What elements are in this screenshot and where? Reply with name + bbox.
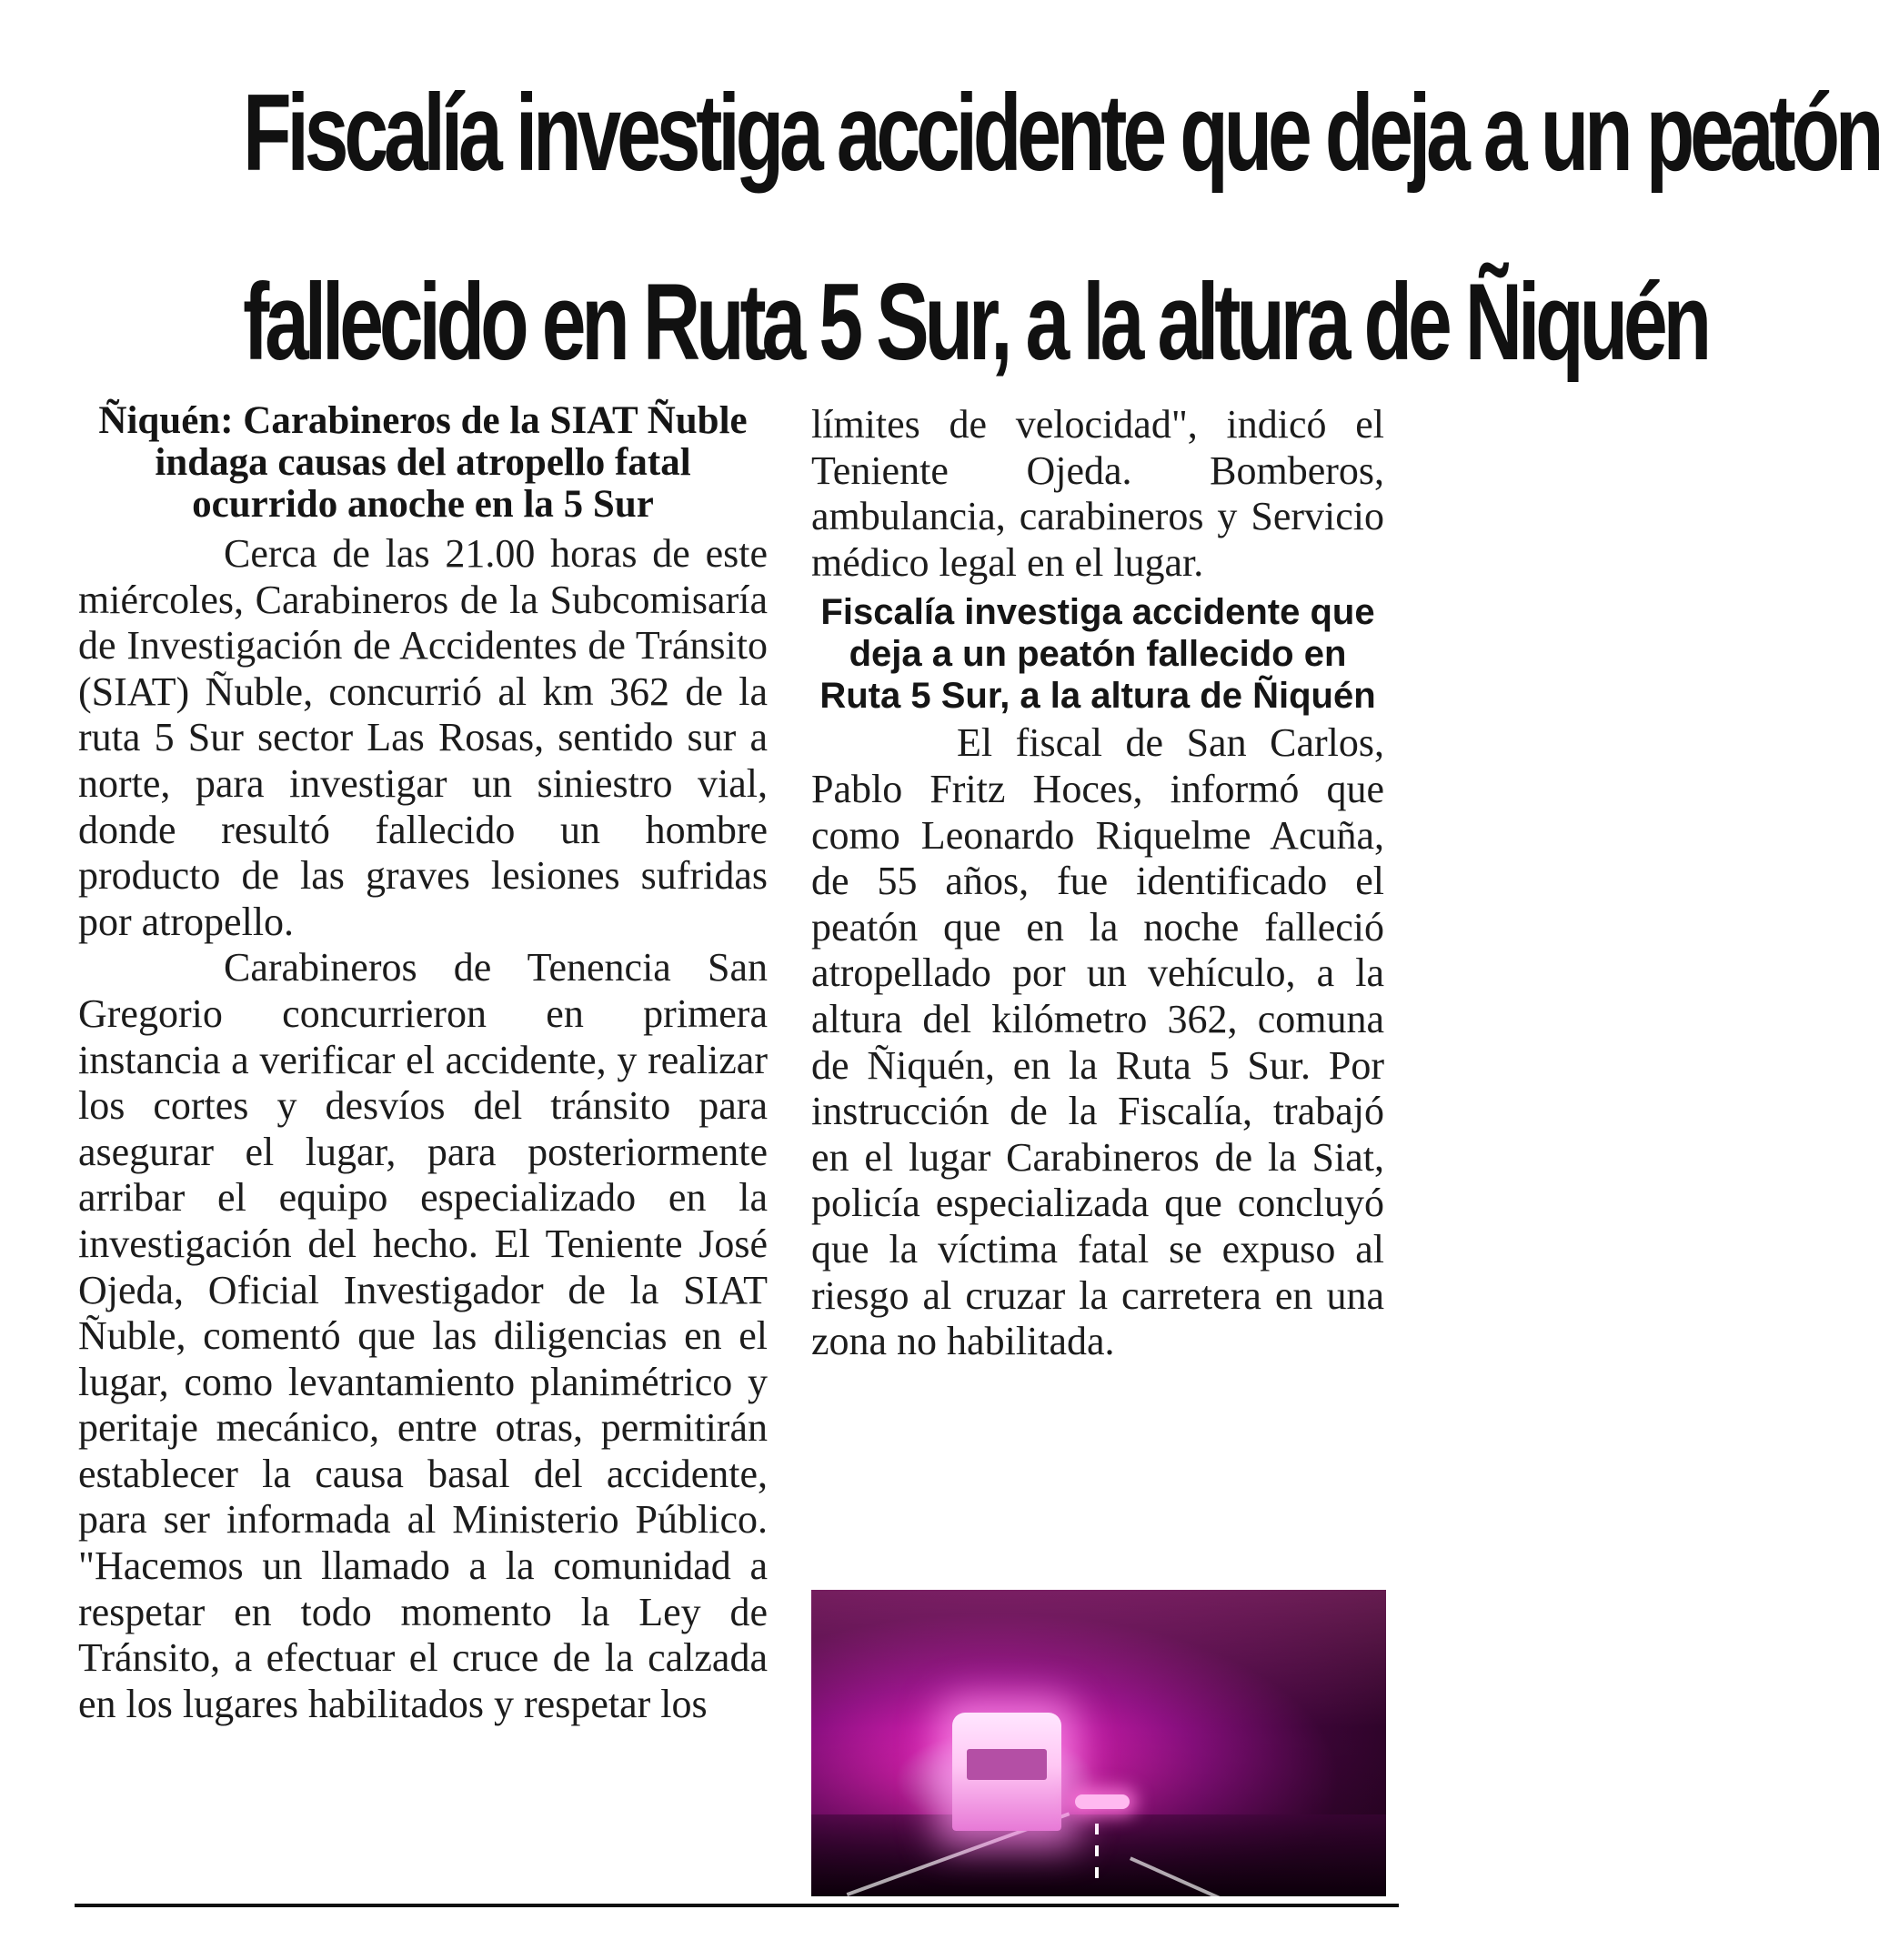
headline [243, 38, 1879, 417]
left-paragraph-1: Cerca de las 21.00 horas de este miércoles, Carabineros de la Subcomisaría de Investigación de Accidentes de Tránsito (SIAT) Ñuble, concurrió al km 362 de la ruta 5 Sur sector Las Rosas, sentido sur a norte, para investigar un siniestro vial, donde resultó fallecido un hombre producto de las graves lesiones sufridas por atropello. [78, 531, 768, 944]
right-column [811, 402, 1384, 1365]
vehicle-window [967, 1749, 1047, 1780]
accident-night-photo [811, 1590, 1386, 1896]
headline-line-1: Fiscalía investiga accidente que deja a un peatón [243, 72, 1879, 194]
right-continuation: límites de velocidad", indicó el Teniente Ojeda. Bomberos, ambulancia, carabineros y Servicio médico legal en el lugar. [811, 402, 1384, 585]
photo-center-dash [1095, 1824, 1099, 1887]
left-column [78, 400, 768, 1727]
ambulance-vehicle [952, 1713, 1061, 1831]
headline-line-2: fallecido en Ruta 5 Sur, a la altura de Ñiquén [243, 261, 1707, 383]
left-paragraph-2: Carabineros de Tenencia San Gregorio concurrieron en primera instancia a verificar el accidente, y realizar los cortes y desvíos del tránsito para asegurar el lugar, para posteriormente arribar el equipo especializado en la investigación del hecho. El Teniente José Ojeda, Oficial Investigador de la SIAT Ñuble, comentó que las diligencias en el lugar, como levantamiento planimétrico y peritaje mecánico, entre otras, permitirán establecer la causa basal del accidente, para ser informada al Ministerio Público. "Hacemos un llamado a la comunidad a respetar en todo momento la Ley de Tránsito, a efectuar el cruce de la calzada en los lugares habilitados y respetar los [78, 945, 768, 1726]
right-subhead: Fiscalía investiga accidente que deja a un peatón fallecido en Ruta 5 Sur, a la altura de Ñiquén [819, 592, 1376, 717]
photo-road [811, 1814, 1386, 1896]
right-paragraph: El fiscal de San Carlos, Pablo Fritz Hoces, informó que como Leonardo Riquelme Acuña, de 55 años, fue identificado el peatón que en la noche falleció atropellado por un vehículo, a la altura del kilómetro 362, comuna de Ñiquén, en la Ruta 5 Sur. Por instrucción de la Fiscalía, trabajó en el lugar Carabineros de la Siat, policía especializada que concluyó que la víctima fatal se expuso al riesgo al cruzar la carretera en una zona no habilitada. [811, 720, 1384, 1364]
left-subhead: Ñiquén: Carabineros de la SIAT Ñuble indaga causas del atropello fatal ocurrido anoche en la 5 Sur [98, 399, 748, 526]
bottom-rule [75, 1904, 1399, 1907]
emergency-lights [1075, 1794, 1130, 1809]
